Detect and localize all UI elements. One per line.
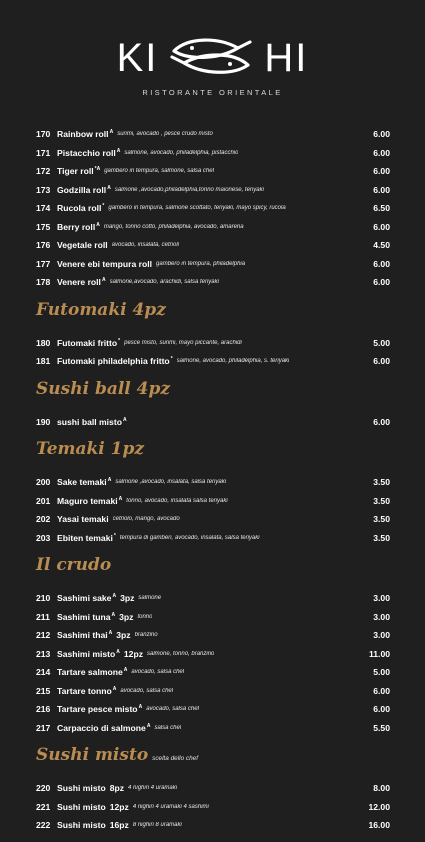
item-name — [57, 630, 131, 640]
item-name — [57, 129, 113, 139]
item-name-text: Venere ebi tempura roll — [57, 258, 153, 269]
item-number: 181 — [36, 356, 51, 367]
item-price: 3.50 — [373, 514, 390, 525]
item-price: 6.00 — [373, 258, 390, 269]
item-price: 4.50 — [373, 240, 390, 251]
menu-item — [36, 779, 390, 798]
item-description: salsa chef — [154, 724, 182, 731]
item-description: salmone, avocado, philadelphia, s. teriyaki — [176, 358, 290, 365]
menu-item — [36, 529, 390, 548]
item-price: 3.50 — [373, 477, 390, 488]
item-name — [57, 277, 106, 287]
menu-item — [36, 719, 390, 738]
section-title: Temaki 1pz — [36, 439, 145, 459]
item-description: salmone,avocado, arachidi, salsa teriyaki — [109, 279, 219, 286]
item-price: 6.00 — [373, 356, 390, 367]
item-price: 6.00 — [373, 129, 390, 140]
item-description: avocado, salsa chef — [146, 706, 200, 713]
item-name — [57, 533, 116, 543]
item-name — [57, 820, 129, 830]
menu-item — [36, 798, 390, 817]
item-description: 4 nighiri 4 uramaki 4 sashimi — [132, 803, 209, 810]
section-title: Sushi ball 4pz — [36, 378, 171, 399]
allergen-mark: * — [118, 337, 121, 344]
menu-item — [36, 626, 390, 645]
allergen-mark: A — [146, 722, 151, 729]
menu-item — [36, 334, 390, 353]
item-name — [57, 477, 111, 487]
item-number: 212 — [36, 630, 51, 641]
item-name-text: Sashimi sake — [57, 593, 112, 604]
item-description: salmone ,avocado,philadelphia,tonno maionese, teriyaki — [114, 186, 264, 193]
allergen-mark: A — [111, 611, 116, 618]
item-name — [57, 259, 152, 269]
item-description: tonno, avocado, insalata salsa teriyaki — [126, 497, 228, 504]
item-number: 171 — [36, 147, 51, 158]
item-pieces: 8pz — [109, 783, 125, 794]
item-name — [57, 240, 108, 250]
item-name — [57, 496, 122, 506]
item-number: 180 — [36, 337, 51, 348]
allergen-mark: A — [109, 129, 114, 136]
item-name — [57, 593, 134, 603]
item-number: 174 — [36, 203, 51, 214]
item-price: 5.00 — [373, 337, 390, 348]
menu-item — [36, 682, 390, 701]
item-price: 6.00 — [373, 147, 390, 158]
item-name — [57, 166, 100, 176]
allergen-mark: A — [112, 593, 117, 600]
section-title: Sushi misto — [36, 745, 149, 765]
item-name-text: Rainbow roll — [57, 129, 109, 140]
allergen-mark: A — [116, 147, 121, 154]
menu-item — [36, 492, 390, 511]
item-name-text: Carpaccio di salmone — [57, 722, 146, 733]
item-name-text: Sushi misto — [57, 783, 106, 794]
item-name — [57, 222, 100, 232]
section-header — [36, 296, 390, 330]
section-title: Futomaki 4pz — [36, 299, 166, 320]
item-description: mango, tonno cotto, philadelphia, avocado, amarena — [103, 223, 244, 230]
item-price: 6.50 — [373, 203, 390, 214]
item-description: avocado, insalata, cetrioli — [111, 242, 180, 249]
item-pieces: 16pz — [109, 820, 129, 831]
item-pieces: 12pz — [123, 648, 143, 659]
restaurant-tagline: RISTORANTE ORIENTALE — [142, 88, 283, 97]
section-header — [36, 375, 390, 409]
item-name — [57, 185, 111, 195]
menu-item — [36, 510, 390, 529]
item-number: 213 — [36, 648, 51, 659]
item-number: 170 — [36, 129, 51, 140]
menu-item — [36, 236, 390, 255]
item-name-text: Vegetale roll — [57, 240, 108, 251]
allergen-mark: A — [101, 277, 106, 284]
item-name — [57, 723, 150, 733]
menu-item — [36, 125, 390, 144]
menu-item — [36, 181, 390, 200]
item-price: 11.00 — [368, 648, 390, 659]
item-name-text: sushi ball misto — [57, 416, 122, 427]
item-price: 5.00 — [373, 667, 390, 678]
item-price: 6.00 — [373, 416, 390, 427]
item-description: tonno — [137, 613, 153, 620]
item-number: 202 — [36, 514, 51, 525]
item-name — [57, 338, 120, 348]
menu-item — [36, 589, 390, 608]
section-header — [36, 551, 390, 585]
item-description: gambero in tempura, philadelphia — [156, 260, 246, 267]
item-description: 4 nighiri 4 uramaki — [128, 785, 178, 792]
item-pieces: 3pz — [116, 630, 131, 641]
item-number: 216 — [36, 704, 51, 715]
item-number: 190 — [36, 416, 51, 427]
allergen-mark: * — [102, 203, 105, 210]
section-title: Il crudo — [36, 555, 112, 575]
item-description: avocado, salsa chef — [120, 687, 174, 694]
item-description: pesce misto, surimi, mayo piccante, arachidi — [124, 339, 242, 346]
item-price: 6.00 — [373, 277, 390, 288]
allergen-mark: A — [107, 184, 111, 191]
item-description: surimi, avocado , pesce crudo misto — [117, 131, 213, 138]
item-name-text: Maguro temaki — [57, 495, 118, 506]
menu-item — [36, 255, 390, 274]
item-description: salmone — [138, 595, 162, 602]
item-name-text: Sake temaki — [57, 477, 107, 488]
item-name-text: Tartare pesce misto — [57, 704, 138, 715]
item-description: gambero in tempura, salmone, salsa chef — [104, 168, 215, 175]
item-description: salmone ,avocado, insalata, salsa teriyaki — [115, 479, 227, 486]
item-name-text: Pistacchio roll — [57, 147, 116, 158]
item-name — [57, 203, 104, 213]
item-name-text: Futomaki fritto — [57, 337, 118, 348]
allergen-mark: A — [138, 704, 143, 711]
allergen-mark: A — [123, 667, 128, 674]
menu-item — [36, 700, 390, 719]
menu-item — [36, 473, 390, 492]
item-number: 222 — [36, 820, 51, 831]
item-description: salmone, avocado, philadelphia, pistacchio — [124, 149, 239, 156]
item-name — [57, 148, 120, 158]
item-name — [57, 802, 129, 812]
menu-item — [36, 645, 390, 664]
item-number: 175 — [36, 221, 51, 232]
fish-logo-icon — [166, 34, 256, 82]
item-number: 177 — [36, 258, 51, 269]
item-name-text: Sushi misto — [57, 801, 106, 812]
menu-item — [36, 199, 390, 218]
allergen-mark: A — [112, 685, 117, 692]
item-number: 214 — [36, 667, 51, 678]
allergen-mark: *A — [94, 166, 101, 173]
item-name — [57, 612, 133, 622]
section-header — [36, 741, 390, 775]
item-name-text: Sashimi thai — [57, 630, 108, 641]
item-name — [57, 686, 116, 696]
item-number: 217 — [36, 722, 51, 733]
item-number: 211 — [36, 611, 50, 622]
allergen-mark: A — [122, 416, 127, 423]
restaurant-logo — [0, 34, 425, 104]
item-number: 172 — [36, 166, 51, 177]
menu-list — [36, 125, 390, 835]
item-name — [57, 356, 173, 366]
menu-item — [36, 663, 390, 682]
item-name-text: Tiger roll — [57, 166, 94, 177]
item-description: branzino — [134, 632, 158, 639]
allergen-mark: A — [118, 495, 123, 502]
item-name-text: Tartare salmone — [57, 667, 123, 678]
item-price: 3.50 — [373, 495, 390, 506]
item-description: gambero in tempura, salmone scottato, teriyaki, mayo spicy, rucola — [108, 205, 286, 212]
item-price: 6.00 — [373, 166, 390, 177]
menu-item — [36, 608, 390, 627]
item-name-text: Tartare tonno — [57, 685, 112, 696]
item-pieces: 3pz — [119, 611, 134, 622]
allergen-mark: A — [108, 630, 113, 637]
item-name — [57, 417, 127, 427]
item-number: 220 — [36, 783, 51, 794]
logo-letters-right: HI — [264, 36, 309, 80]
menu-item — [36, 352, 390, 371]
item-name — [57, 649, 143, 659]
item-description: 8 nighiri 8 uramaki — [132, 822, 182, 829]
item-price: 3.00 — [373, 593, 390, 604]
item-number: 203 — [36, 532, 51, 543]
item-name — [57, 704, 142, 714]
item-price: 6.00 — [373, 184, 390, 195]
item-description: tempura di gamberi, avocado, insalata, salsa teriyaki — [119, 534, 260, 541]
menu-item — [36, 816, 390, 835]
item-number: 215 — [36, 685, 51, 696]
allergen-mark: * — [170, 356, 173, 363]
item-price: 3.00 — [373, 611, 390, 622]
item-description: salmone, tonno, branzino — [147, 650, 215, 657]
item-number: 210 — [36, 593, 51, 604]
item-name-text: Venere roll — [57, 277, 101, 288]
item-name-text: Sashimi tuna — [57, 611, 111, 622]
section-note: scelta dello chef — [152, 755, 198, 762]
item-name-text: Sushi misto — [57, 820, 106, 831]
item-number: 221 — [36, 801, 51, 812]
item-price: 16.00 — [368, 820, 390, 831]
allergen-mark: A — [116, 648, 120, 655]
item-description: cetriolo, mango, avocado — [112, 516, 180, 523]
item-name-text: Yasai temaki — [57, 514, 109, 525]
item-price: 12.00 — [368, 801, 390, 812]
item-name-text: Sashimi misto — [57, 648, 116, 659]
menu-item — [36, 162, 390, 181]
item-number: 173 — [36, 184, 51, 195]
logo-letters-left: KI — [116, 36, 159, 80]
item-price: 3.50 — [373, 532, 390, 543]
menu-item — [36, 144, 390, 163]
item-pieces: 3pz — [120, 593, 135, 604]
allergen-mark: * — [113, 532, 116, 539]
menu-item — [36, 273, 390, 292]
item-price: 6.00 — [373, 704, 390, 715]
item-name-text: Futomaki philadelphia fritto — [57, 356, 170, 367]
allergen-mark: A — [107, 477, 112, 484]
item-number: 178 — [36, 277, 51, 288]
item-name-text: Rucola roll — [57, 203, 102, 214]
item-name-text: Ebiten temaki — [57, 532, 113, 543]
item-price: 8.00 — [373, 783, 390, 794]
menu-item — [36, 218, 390, 237]
item-name — [57, 783, 124, 793]
item-name — [57, 514, 109, 524]
item-pieces: 12pz — [109, 801, 129, 812]
item-number: 200 — [36, 477, 51, 488]
item-price: 3.00 — [373, 630, 390, 641]
item-number: 176 — [36, 240, 51, 251]
menu-item — [36, 413, 390, 432]
item-name-text: Berry roll — [57, 221, 96, 232]
item-name-text: Godzilla roll — [57, 184, 107, 195]
allergen-mark: A — [96, 221, 100, 228]
item-price: 6.00 — [373, 685, 390, 696]
item-description: avocado, salsa chef — [131, 669, 185, 676]
item-number: 201 — [36, 495, 51, 506]
item-name — [57, 667, 127, 677]
item-price: 5.50 — [373, 722, 390, 733]
section-header — [36, 435, 390, 469]
item-price: 6.00 — [373, 221, 390, 232]
